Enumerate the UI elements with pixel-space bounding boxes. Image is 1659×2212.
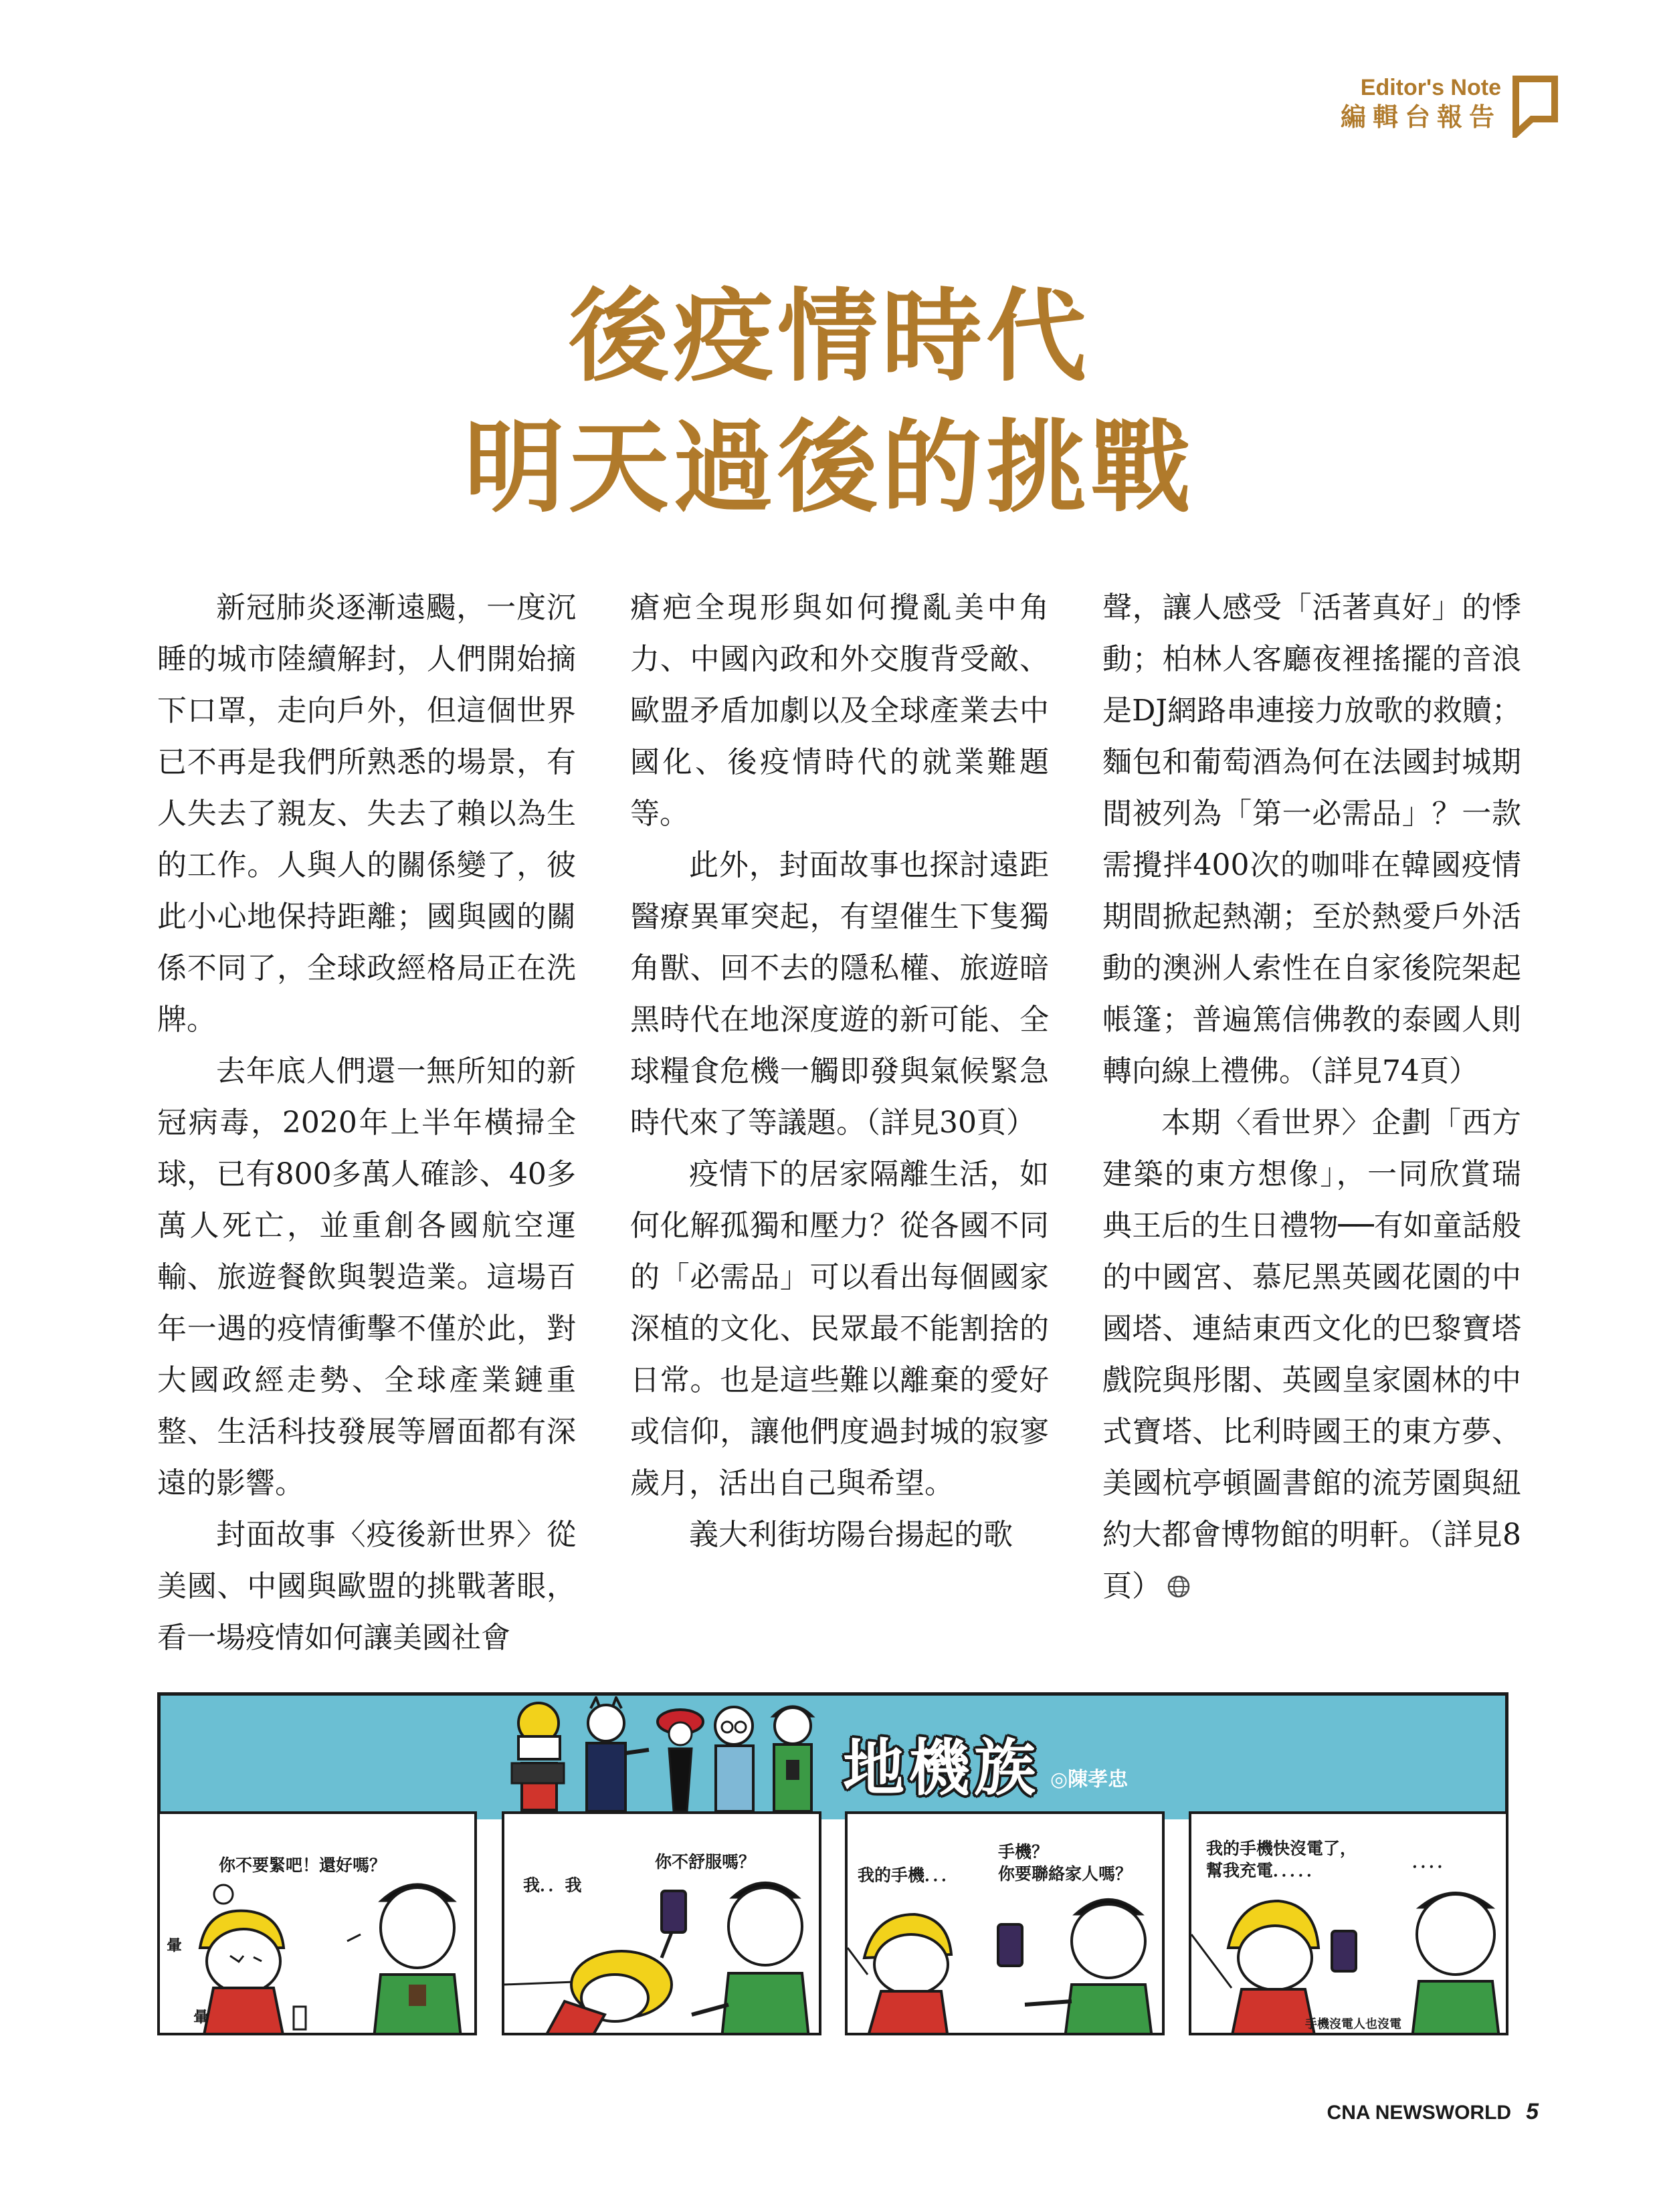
speech-bubble: 手機？ [998,1842,1049,1862]
column-2 [630,582,1049,1561]
publication-name: CNA NEWSWORLD [1327,2102,1512,2124]
paragraph: 疫情下的居家隔離生活，如何化解孤獨和壓力？從各國不同的「必需品」可以看出每個國家深植的文化、民眾最不能割捨的日常。也是這些難以離棄的愛好或信仰，讓他們度過封城的寂寥歲月，活出自己與希望。 [630,1157,1049,1500]
speech-bubble: 你不要緊吧！還好嗎？ [219,1855,387,1875]
comic-panel-4 [1189,1811,1508,2035]
comic-panel-2 [502,1811,821,2035]
page-number: 5 [1526,2099,1539,2124]
paragraph [1102,1097,1521,1612]
comic-panel-1 [157,1811,477,2035]
paragraph: 去年底人們還一無所知的新冠病毒，2020年上半年橫掃全球，已有800多萬人確診、40多萬人死亡，並重創各國航空運輸、旅遊餐飲與製造業。這場百年一遇的疫情衝擊不僅於此，對大國政經走勢、全球產業鏈重整、生活科技發展等層面都有深遠的影響。 [157,1054,576,1500]
comic-strip [157,1692,1508,2040]
panel-2-illustration [504,1814,821,2035]
section-tag [1341,75,1501,134]
speech-bubble: ．．．． [1412,1852,1454,1872]
speech-bubble: 我的手機．．． [858,1866,959,1885]
speech-bubble: 你不舒服嗎？ [655,1852,756,1872]
speech-bubble: 幫我充電．．．．． [1206,1861,1324,1880]
section-label-zh: 編輯台報告 [1340,102,1501,132]
paragraph: 義大利街坊陽台揚起的歌 [689,1518,1013,1552]
comic-author: ◎陳孝忠 [1050,1768,1129,1791]
globe-icon [1167,1575,1191,1599]
article-body [157,582,1522,1666]
paragraph: 瘡疤全現形與如何攪亂美中角力、中國內政和外交腹背受敵、歐盟矛盾加劇以及全球產業去中國化、後疫情時代的就業難題等。 [630,591,1049,831]
paragraph: 聲，讓人感受「活著真好」的悸動；柏林人客廳夜裡搖擺的音浪是DJ網路串連接力放歌的救贖；麵包和葡萄酒為何在法國封城期間被列為「第一必需品」？一款需攪拌400次的咖啡在韓國疫情期間掀起熱潮；至於熱愛戶外活動的澳洲人索性在自家後院架起帳篷；普遍篤信佛教的泰國人則轉向線上禮佛。（詳見74頁） [1102,591,1521,1088]
column-3 [1102,582,1521,1612]
comic-characters-illustration [505,1696,873,1823]
section-label-en: Editor's Note [1360,75,1501,100]
speech-bubble: 你要聯絡家人嗎？ [998,1864,1133,1884]
paragraph: 新冠肺炎逐漸遠颺，一度沉睡的城市陸續解封，人們開始摘下口罩，走向戶外，但這個世界已不再是我們所熟悉的場景，有人失去了親友、失去了賴以為生的工作。人與人的關係變了，彼此小心地保持距離；國與國的關係不同了，全球政經格局正在洗牌。 [157,591,576,1037]
paragraph-text: 本期〈看世界〉企劃「西方建築的東方想像」，一同欣賞瑞典王后的生日禮物──有如童話般的中國宮、慕尼黑英國花園的中國塔、連結東西文化的巴黎寶塔戲院與彤閣、英國皇家園林的中式寶塔、比利時國王的東方夢、美國杭亭頓圖書館的流芳園與紐約大都會博物館的明軒。（詳見8頁） [1102,1106,1521,1603]
speech-bubble-icon [1512,75,1559,138]
comic-title: 地機族 [843,1732,1040,1804]
article-title [0,271,1659,533]
sound-effect: 暈 [167,1937,182,1954]
paragraph: 封面故事〈疫後新世界〉從美國、中國與歐盟的挑戰著眼，看一場疫情如何讓美國社會 [157,1518,576,1655]
comic-panel-3 [845,1811,1165,2035]
speech-bubble: 我．．我 [523,1876,582,1895]
panel-1-illustration [160,1814,477,2035]
paragraph: 此外，封面故事也探討遠距醫療異軍突起，有望催生下隻獨角獸、回不去的隱私權、旅遊暗黑時代在地深度遊的新可能、全球糧食危機一觸即發與氣候緊急時代來了等議題。（詳見30頁） [630,848,1049,1140]
comic-caption: 手機沒電人也沒電 [1305,2017,1401,2031]
title-line-1: 後疫情時代 [568,278,1090,395]
speech-bubble: 我的手機快沒電了， [1206,1839,1357,1858]
sound-effect: 暈 [193,2009,209,2026]
column-1 [157,582,576,1664]
page-footer [1327,2099,1539,2125]
title-line-2: 明天過後的挑戰 [464,409,1195,526]
